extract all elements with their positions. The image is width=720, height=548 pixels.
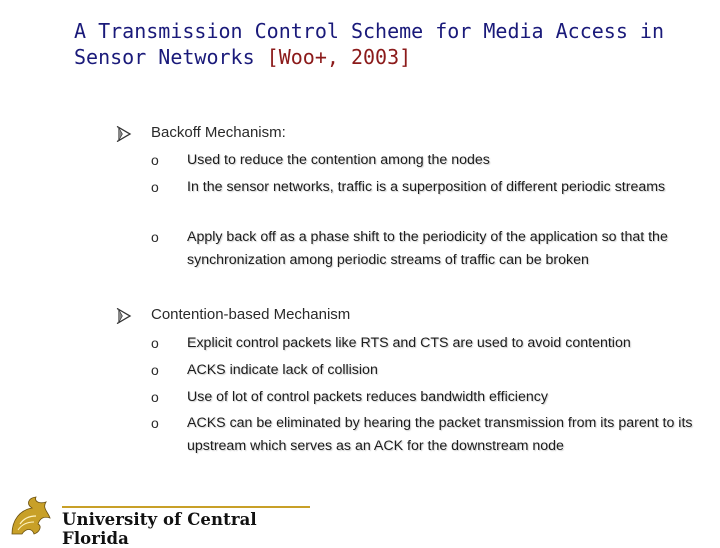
section-label-contention: Contention-based Mechanism (151, 306, 351, 323)
ucf-logo (6, 494, 316, 548)
logo-divider (62, 506, 310, 508)
list-item: Use of lot of control packets reduces bandwidth efficiency (187, 389, 548, 405)
title-line-2 (74, 44, 694, 70)
pegasus-logo-icon (6, 494, 56, 538)
list-item: Used to reduce the contention among the nodes (187, 152, 490, 168)
logo-wordmark: University of Central Florida (62, 510, 257, 548)
arrow-bullet-icon (116, 126, 132, 142)
list-item: Explicit control packets like RTS and CTS are used to avoid contention (187, 335, 631, 351)
title-citation: [Woo+, 2003] (266, 45, 412, 69)
bullet-marker: o (151, 179, 159, 195)
slide-title (74, 18, 694, 70)
bullet-marker: o (151, 229, 159, 245)
bullet-marker: o (151, 389, 159, 405)
bullet-marker: o (151, 152, 159, 168)
list-item: Apply back off as a phase shift to the periodicity of the application so that the synchronization among periodic streams of traffic can be broken (187, 229, 668, 268)
bullet-marker: o (151, 335, 159, 351)
list-item: ACKS can be eliminated by hearing the packet transmission from its parent to its upstream which serves as an ACK for the downstream node (187, 415, 693, 454)
title-line-1: A Transmission Control Scheme for Media Access in (74, 19, 665, 43)
section-label-backoff: Backoff Mechanism: (151, 124, 286, 141)
bullet-marker: o (151, 362, 159, 378)
arrow-bullet-icon (116, 308, 132, 324)
title-line-2-main: Sensor Networks (74, 45, 267, 69)
list-item: In the sensor networks, traffic is a superposition of different periodic streams (187, 179, 666, 195)
bullet-marker: o (151, 415, 159, 431)
list-item: ACKS indicate lack of collision (187, 362, 378, 378)
